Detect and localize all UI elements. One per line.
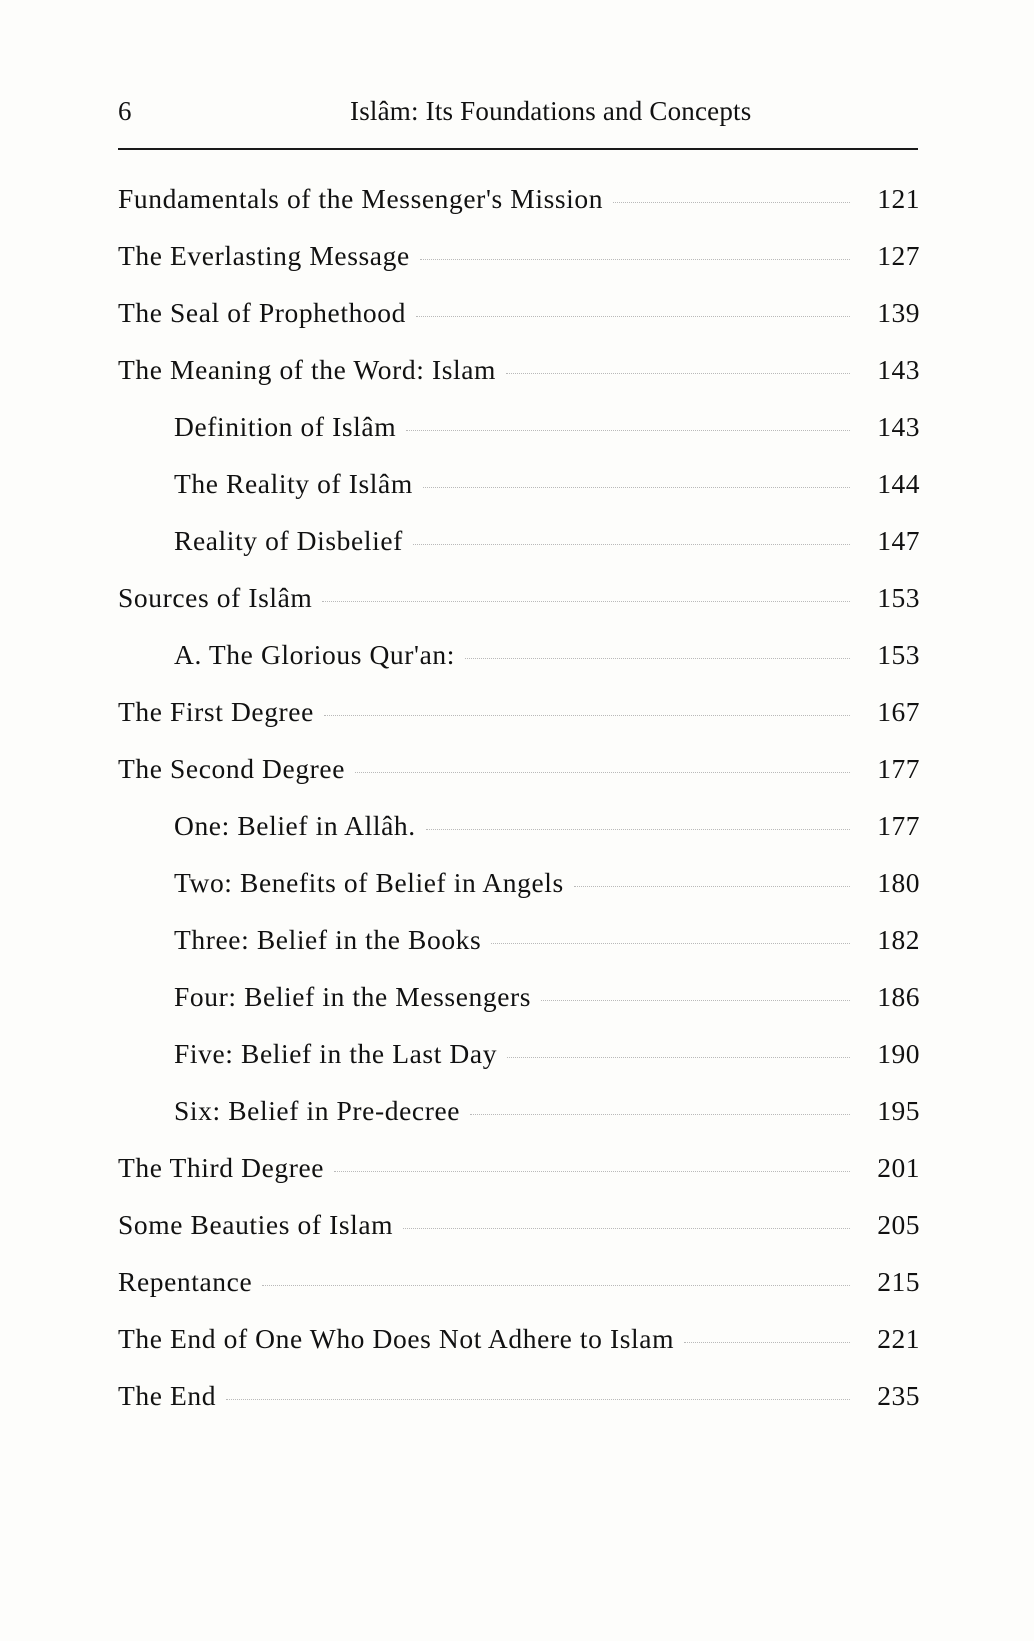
toc-entry-title: Two: Benefits of Belief in Angels	[174, 867, 564, 898]
toc-entry[interactable]	[118, 1082, 920, 1139]
toc-entry[interactable]	[118, 341, 920, 398]
toc-entry[interactable]	[118, 1310, 920, 1367]
toc-leader-dots	[423, 487, 850, 488]
toc-leader-dots	[491, 943, 850, 944]
toc-entry-page: 177	[877, 810, 920, 841]
toc-entry-page: 215	[877, 1266, 920, 1297]
toc-entry-page: 167	[877, 696, 920, 727]
toc-entry-page: 144	[877, 468, 920, 499]
toc-leader-dots	[541, 1000, 850, 1001]
toc-entry-page: 147	[877, 525, 920, 556]
toc-leader-dots	[465, 658, 850, 659]
toc-entry[interactable]	[118, 284, 920, 341]
toc-entry-title: Four: Belief in the Messengers	[174, 981, 532, 1012]
toc-entry-title: The Seal of Prophethood	[118, 297, 406, 328]
toc-entry-page: 195	[877, 1095, 920, 1126]
toc-entry-page: 139	[877, 297, 920, 328]
header-divider	[118, 148, 918, 150]
toc-entry[interactable]	[118, 1253, 920, 1310]
toc-entry-page: 182	[877, 924, 920, 955]
toc-entry[interactable]	[118, 398, 920, 455]
toc-entry-title: Five: Belief in the Last Day	[174, 1038, 498, 1069]
toc-entry-title: Six: Belief in Pre-decree	[174, 1095, 461, 1126]
toc-entry-page: 190	[877, 1038, 920, 1069]
toc-leader-dots	[470, 1114, 850, 1115]
toc-entry[interactable]	[118, 569, 920, 626]
toc-entry-page: 235	[877, 1380, 920, 1411]
toc-leader-dots	[684, 1342, 850, 1343]
toc-entry-title: Three: Belief in the Books	[174, 924, 482, 955]
toc-entry-title: The End of One Who Does Not Adhere to Islam	[118, 1323, 675, 1354]
toc-entry-title: Definition of Islâm	[174, 411, 397, 442]
toc-entry-page: 201	[877, 1152, 920, 1183]
toc-entry-title: The First Degree	[118, 696, 314, 727]
toc-entry[interactable]	[118, 1196, 920, 1253]
toc-entry[interactable]	[118, 911, 920, 968]
toc-entry[interactable]	[118, 797, 920, 854]
toc-entry-page: 143	[877, 411, 920, 442]
toc-leader-dots	[324, 715, 850, 716]
toc-entry-page: 127	[877, 240, 920, 271]
table-of-contents	[118, 170, 920, 1424]
toc-leader-dots	[416, 316, 850, 317]
toc-entry-title: The Third Degree	[118, 1152, 325, 1183]
toc-entry[interactable]	[118, 512, 920, 569]
toc-entry[interactable]	[118, 1025, 920, 1082]
toc-entry-page: 153	[877, 582, 920, 613]
toc-entry[interactable]	[118, 626, 920, 683]
toc-leader-dots	[322, 601, 850, 602]
toc-entry-title: Reality of Disbelief	[174, 525, 403, 556]
toc-entry-page: 153	[877, 639, 920, 670]
toc-entry-title: One: Belief in Allâh.	[174, 810, 416, 841]
toc-leader-dots	[507, 1057, 850, 1058]
toc-leader-dots	[574, 886, 850, 887]
toc-entry-title: The Meaning of the Word: Islam	[118, 354, 497, 385]
toc-leader-dots	[406, 430, 850, 431]
toc-entry-title: Fundamentals of the Messenger's Mission	[118, 183, 604, 214]
toc-entry[interactable]	[118, 854, 920, 911]
toc-entry[interactable]	[118, 455, 920, 512]
page-header	[118, 96, 918, 127]
toc-entry-title: Some Beauties of Islam	[118, 1209, 394, 1240]
toc-leader-dots	[403, 1228, 850, 1229]
toc-entry-title: Repentance	[118, 1266, 253, 1297]
toc-entry[interactable]	[118, 1367, 920, 1424]
toc-entry-title: The Everlasting Message	[118, 240, 410, 271]
toc-entry[interactable]	[118, 740, 920, 797]
toc-entry-title: The Second Degree	[118, 753, 346, 784]
toc-entry-title: Sources of Islâm	[118, 582, 313, 613]
toc-entry-title: The End	[118, 1380, 217, 1411]
toc-entry-page: 221	[877, 1323, 920, 1354]
toc-leader-dots	[262, 1285, 850, 1286]
toc-entry-page: 205	[877, 1209, 920, 1240]
toc-leader-dots	[334, 1171, 850, 1172]
toc-entry-page: 177	[877, 753, 920, 784]
toc-entry-page: 143	[877, 354, 920, 385]
toc-entry-page: 121	[877, 183, 920, 214]
toc-leader-dots	[420, 259, 850, 260]
toc-leader-dots	[613, 202, 850, 203]
toc-entry-page: 186	[877, 981, 920, 1012]
toc-entry-page: 180	[877, 867, 920, 898]
toc-leader-dots	[426, 829, 850, 830]
toc-entry-title: The Reality of Islâm	[174, 468, 413, 499]
page-number: 6	[118, 96, 132, 126]
toc-entry[interactable]	[118, 1139, 920, 1196]
toc-leader-dots	[355, 772, 850, 773]
toc-entry[interactable]	[118, 968, 920, 1025]
toc-entry[interactable]	[118, 683, 920, 740]
toc-leader-dots	[506, 373, 850, 374]
toc-entry-title: A. The Glorious Qur'an:	[174, 639, 455, 670]
toc-entry[interactable]	[118, 170, 920, 227]
running-title: Islâm: Its Foundations and Concepts	[350, 96, 752, 126]
toc-entry[interactable]	[118, 227, 920, 284]
toc-leader-dots	[413, 544, 850, 545]
toc-leader-dots	[226, 1399, 850, 1400]
